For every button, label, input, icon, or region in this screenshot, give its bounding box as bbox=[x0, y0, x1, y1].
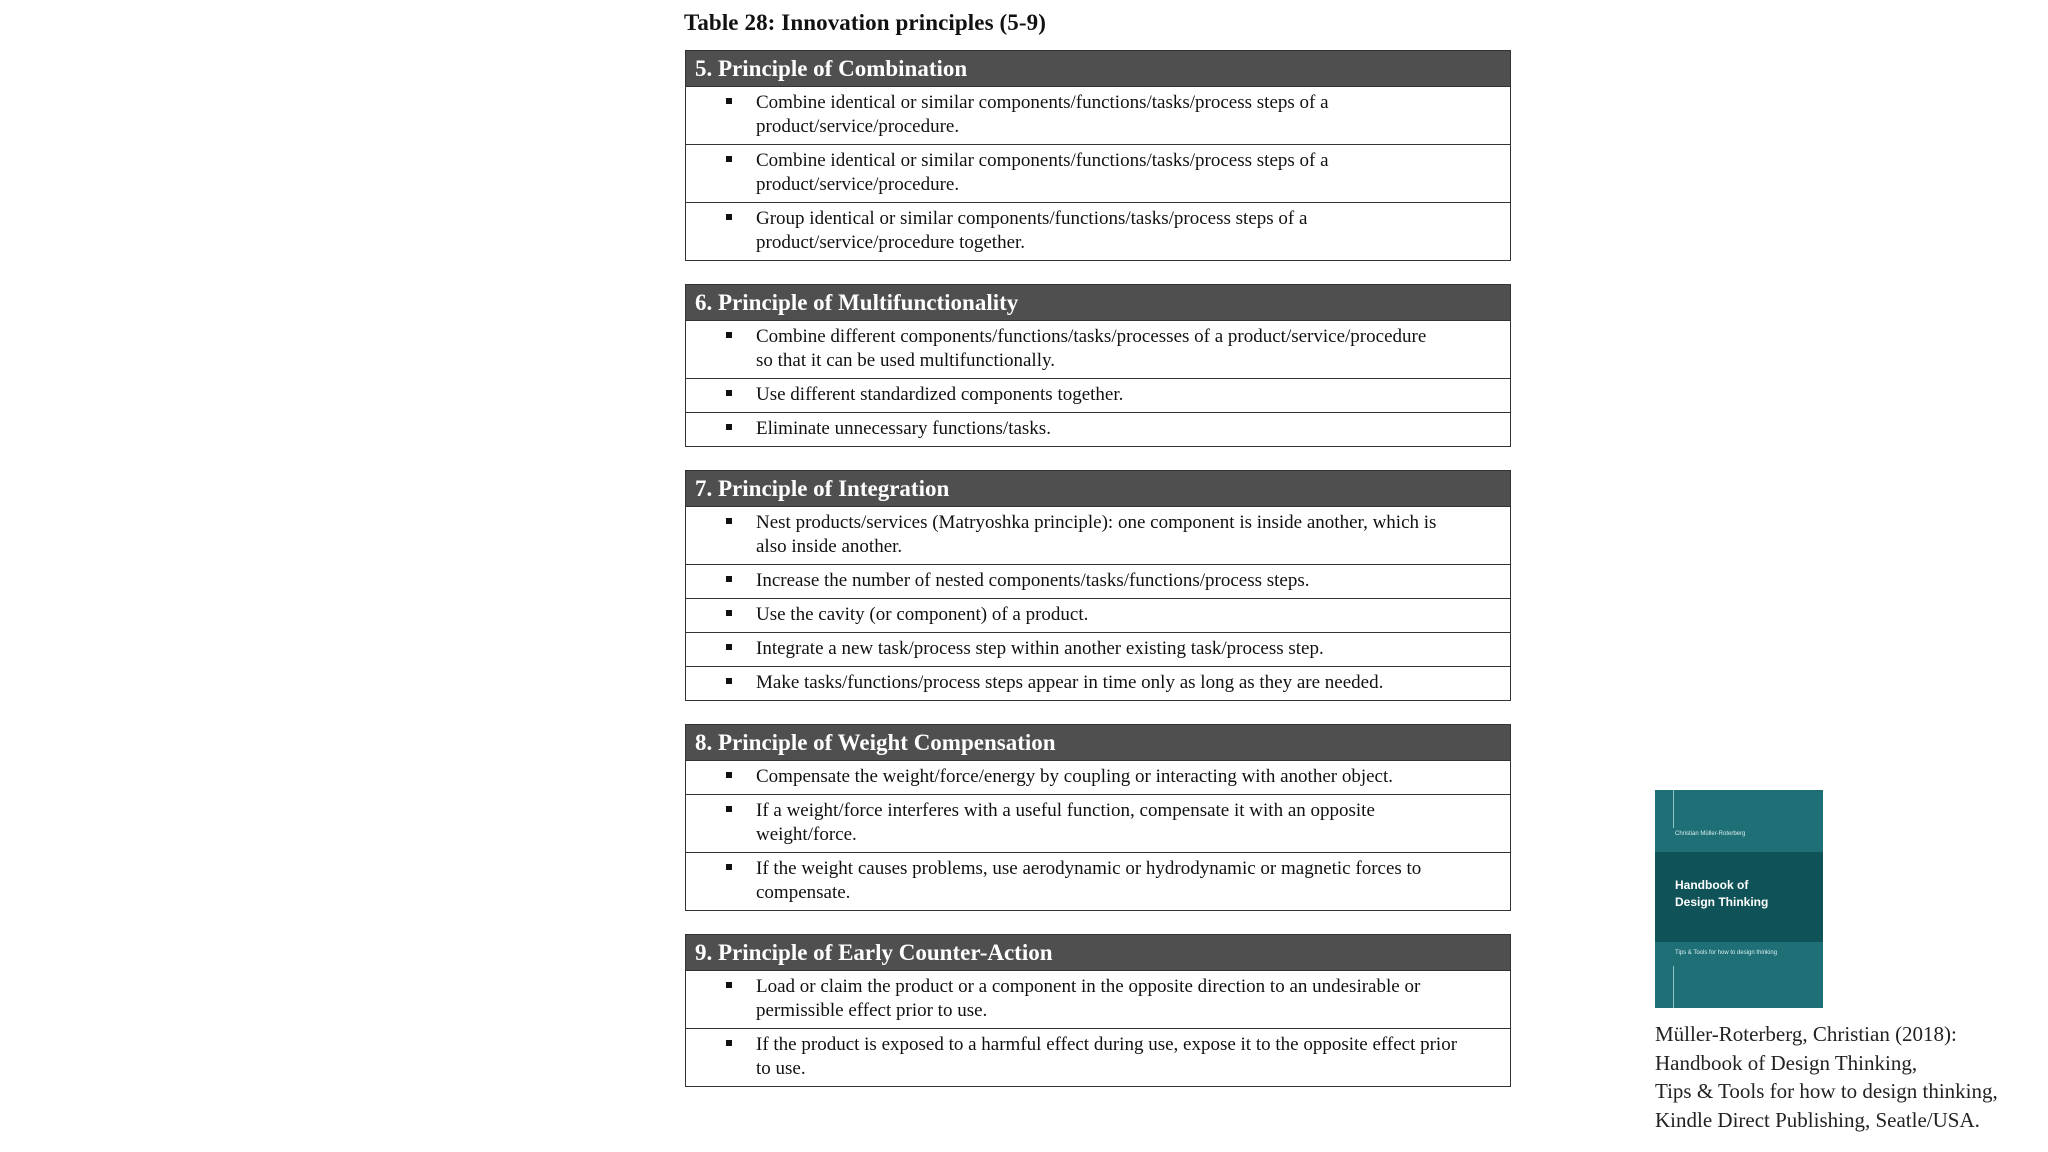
cover-title-line: Design Thinking bbox=[1675, 895, 1769, 909]
citation-line: Tips & Tools for how to design thinking, bbox=[1655, 1079, 1998, 1103]
bullet-icon bbox=[726, 806, 732, 812]
row-text-line: Compensate the weight/force/energy by coupling or interacting with another object. bbox=[756, 766, 1394, 787]
citation-line: Müller-Roterberg, Christian (2018): bbox=[1655, 1022, 1957, 1046]
cover-title-line: Handbook of bbox=[1675, 878, 1749, 892]
principle-table bbox=[685, 934, 1511, 1087]
bullet-icon bbox=[726, 644, 732, 650]
row-text-line: Nest products/services (Matryoshka principle): one component is inside another, which is bbox=[756, 512, 1437, 533]
principle-table bbox=[685, 284, 1511, 447]
principle-header: 6. Principle of Multifunctionality bbox=[686, 284, 1510, 320]
table-caption: Table 28: Innovation principles (5-9) bbox=[684, 10, 1046, 35]
row-text-line: Combine identical or similar components/functions/tasks/process steps of a bbox=[756, 150, 1329, 171]
cover-title bbox=[1675, 877, 1815, 911]
row-text-line: Combine different components/functions/tasks/processes of a product/service/procedure bbox=[756, 326, 1427, 347]
row-text-line: weight/force. bbox=[756, 824, 857, 845]
row-text-line: If the product is exposed to a harmful effect during use, expose it to the opposite effect prior bbox=[756, 1034, 1458, 1055]
row-text-line: Combine identical or similar components/functions/tasks/process steps of a bbox=[756, 92, 1329, 113]
bullet-icon bbox=[726, 390, 732, 396]
principle-row bbox=[686, 378, 1510, 412]
citation-line: Handbook of Design Thinking, bbox=[1655, 1050, 1918, 1075]
principle-row bbox=[686, 970, 1510, 1028]
principle-row bbox=[686, 666, 1510, 700]
row-text-line: Load or claim the product or a component in the opposite direction to an undesirable or bbox=[756, 976, 1421, 997]
principle-row bbox=[686, 86, 1510, 144]
principle-row bbox=[686, 1028, 1510, 1086]
row-text-line: Group identical or similar components/functions/tasks/process steps of a bbox=[756, 208, 1308, 229]
bullet-icon bbox=[726, 332, 732, 338]
row-text-line: compensate. bbox=[756, 882, 851, 903]
row-text-line: to use. bbox=[756, 1058, 806, 1079]
bullet-icon bbox=[726, 424, 732, 430]
row-text-line: Increase the number of nested components/tasks/functions/process steps. bbox=[756, 570, 1310, 591]
principle-row bbox=[686, 794, 1510, 852]
row-text-line: Make tasks/functions/process steps appear in time only as long as they are needed. bbox=[756, 672, 1384, 693]
cover-decor-line bbox=[1673, 790, 1674, 828]
bullet-icon bbox=[726, 518, 732, 524]
principle-row bbox=[686, 598, 1510, 632]
bullet-icon bbox=[726, 156, 732, 162]
row-text-line: Use different standardized components together. bbox=[756, 384, 1124, 405]
principle-row bbox=[686, 852, 1510, 910]
principle-row bbox=[686, 632, 1510, 666]
principle-header: 9. Principle of Early Counter-Action bbox=[686, 934, 1510, 970]
bullet-icon bbox=[726, 214, 732, 220]
citation-line: Kindle Direct Publishing, Seatle/USA. bbox=[1655, 1107, 1980, 1132]
row-text-line: product/service/procedure together. bbox=[756, 232, 1026, 253]
row-text-line: permissible effect prior to use. bbox=[756, 1000, 988, 1021]
principle-row bbox=[686, 564, 1510, 598]
principle-row bbox=[686, 412, 1510, 446]
bullet-icon bbox=[726, 576, 732, 582]
book-cover-image bbox=[1655, 790, 1823, 1008]
row-text-line: product/service/procedure. bbox=[756, 174, 960, 195]
principle-row bbox=[686, 760, 1510, 794]
principle-row bbox=[686, 144, 1510, 202]
principle-table bbox=[685, 470, 1511, 701]
row-text-line: If the weight causes problems, use aerodynamic or hydrodynamic or magnetic forces to bbox=[756, 858, 1422, 879]
bullet-icon bbox=[726, 678, 732, 684]
row-text-line: product/service/procedure. bbox=[756, 116, 960, 137]
cover-subtitle: Tips & Tools for how to design thinking bbox=[1675, 950, 1778, 956]
cover-author: Christian Müller-Roterberg bbox=[1675, 831, 1746, 837]
bullet-icon bbox=[726, 772, 732, 778]
row-text-line: also inside another. bbox=[756, 536, 903, 557]
principles-tables bbox=[685, 50, 1511, 1110]
bullet-icon bbox=[726, 610, 732, 616]
principle-table bbox=[685, 724, 1511, 911]
principle-header: 7. Principle of Integration bbox=[686, 470, 1510, 506]
citation bbox=[1655, 1020, 2047, 1134]
bullet-icon bbox=[726, 982, 732, 988]
bullet-icon bbox=[726, 1040, 732, 1046]
principle-row bbox=[686, 202, 1510, 260]
row-text-line: so that it can be used multifunctionally. bbox=[756, 350, 1056, 371]
principle-table bbox=[685, 50, 1511, 261]
cover-decor-line bbox=[1673, 966, 1674, 1008]
principle-header: 5. Principle of Combination bbox=[686, 50, 1510, 86]
bullet-icon bbox=[726, 864, 732, 870]
principle-row bbox=[686, 506, 1510, 564]
principle-row bbox=[686, 320, 1510, 378]
bullet-icon bbox=[726, 98, 732, 104]
row-text-line: Use the cavity (or component) of a product. bbox=[756, 604, 1089, 625]
principle-header: 8. Principle of Weight Compensation bbox=[686, 724, 1510, 760]
row-text-line: Integrate a new task/process step within another existing task/process step. bbox=[756, 638, 1324, 659]
row-text-line: Eliminate unnecessary functions/tasks. bbox=[756, 418, 1051, 439]
row-text-line: If a weight/force interferes with a useful function, compensate it with an opposite bbox=[756, 800, 1375, 821]
